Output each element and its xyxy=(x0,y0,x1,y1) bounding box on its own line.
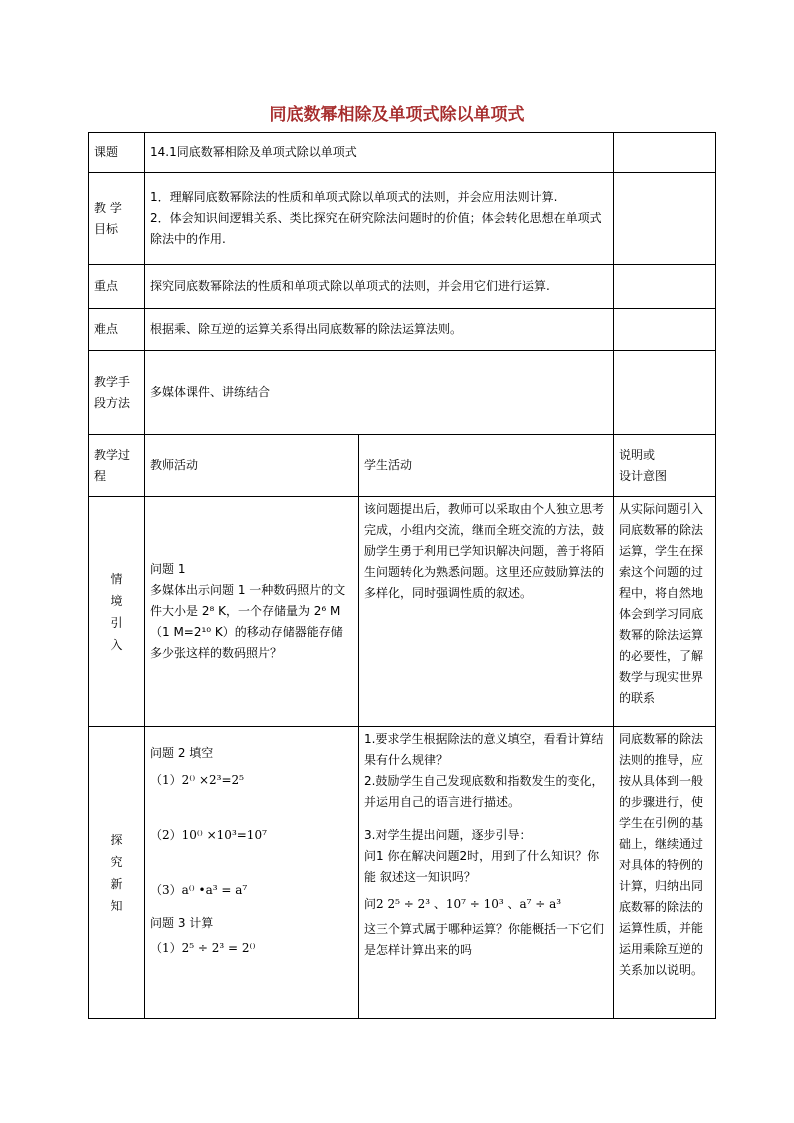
method-label: 教学手段方法 xyxy=(89,351,145,435)
row-goals xyxy=(89,173,716,265)
q2-item-2: （2）10⁽⁾ ×10³=10⁷ xyxy=(150,828,267,842)
q2-item-3: （3）a⁽⁾ •a³ = a⁷ xyxy=(150,883,248,897)
section-2-student: 1.要求学生根据除法的意义填空，看看计算结果有什么规律？ 2.鼓励学生自己发现底数和指数发生的变化，并运用自己的语言进行描述。 3.对学生提出问题，逐步引导： 问1 你在解决问题2时，用到了什么知识？你能 叙述这一知识吗？ 问2 2⁵ ÷ 2³ 、10⁷ ÷ 10³ 、a⁷ ÷ a³ 这三个算式属于哪种运算？你能概括一下它们是怎样计算出来的吗 xyxy=(359,727,614,1019)
goal-1: 1．理解同底数幂除法的性质和单项式除以单项式的法则，并会应用法则计算. xyxy=(150,190,558,204)
goal-2: 2．体会知识间逻辑关系、类比探究在研究除法问题时的价值；体会转化思想在单项式除法中的作用. xyxy=(150,211,602,246)
row-section-2 xyxy=(89,727,716,1019)
q3-item-1: （1）2⁵ ÷ 2³ = 2⁽⁾ xyxy=(150,941,256,955)
difficulty-label: 难点 xyxy=(89,309,145,351)
student-header: 学生活动 xyxy=(359,435,614,497)
q2-item-1: （1）2⁽⁾ ×2³=2⁵ xyxy=(150,773,244,787)
q2-title: 问题 2 填空 xyxy=(150,746,214,760)
section-2-note: 同底数幂的除法法则的推导，应按从具体到一般的步骤进行，使学生在引例的基础上，继续通过对具体的特例的计算，归纳出同底数幂的除法的运算性质，并能运用乘除互逆的关系加以说明。 xyxy=(614,727,716,1019)
row-process-header xyxy=(89,435,716,497)
row-topic xyxy=(89,133,716,173)
section-2-label: 探 究 新 知 xyxy=(89,727,145,1019)
key-value: 探究同底数幂除法的性质和单项式除以单项式的法则，并会用它们进行运算. xyxy=(145,265,614,309)
goals-label: 教 学 目标 xyxy=(89,173,145,265)
difficulty-value: 根据乘、除互逆的运算关系得出同底数幂的除法运算法则。 xyxy=(145,309,614,351)
section-1-student: 该问题提出后，教师可以采取由个人独立思考完成，小组内交流，继而全班交流的方法，鼓励学生勇于利用已学知识解决问题，善于将陌生问题转化为熟悉问题。这里还应鼓励算法的多样化，同时强调性质的叙述。 xyxy=(359,497,614,727)
note-header: 说明或 设计意图 xyxy=(614,435,716,497)
key-label: 重点 xyxy=(89,265,145,309)
process-label: 教学过程 xyxy=(89,435,145,497)
row-section-1 xyxy=(89,497,716,727)
q3-title: 问题 3 计算 xyxy=(150,916,214,930)
section-2-teacher xyxy=(145,727,359,1019)
goals-value xyxy=(145,173,614,265)
teacher-header: 教师活动 xyxy=(145,435,359,497)
method-value: 多媒体课件、讲练结合 xyxy=(145,351,614,435)
row-difficulty xyxy=(89,309,716,351)
row-key xyxy=(89,265,716,309)
section-1-label: 情 境 引 入 xyxy=(89,497,145,727)
row-method xyxy=(89,351,716,435)
topic-value: 14.1同底数幂相除及单项式除以单项式 xyxy=(145,133,614,173)
lesson-plan-table xyxy=(88,132,716,1019)
section-1-note: 从实际问题引入同底数幂的除法运算，学生在探索这个问题的过程中，将自然地体会到学习同底数幂的除法运算的必要性，了解数学与现实世界的联系 xyxy=(614,497,716,727)
topic-label: 课题 xyxy=(89,133,145,173)
page-title: 同底数幂相除及单项式除以单项式 xyxy=(269,105,525,125)
section-1-teacher: 问题 1 多媒体出示问题 1 一种数码照片的文件大小是 2⁸ K，一个存储量为 2⁶ M（1 M=2¹⁰ K）的移动存储器能存储多少张这样的数码照片？ xyxy=(145,497,359,727)
